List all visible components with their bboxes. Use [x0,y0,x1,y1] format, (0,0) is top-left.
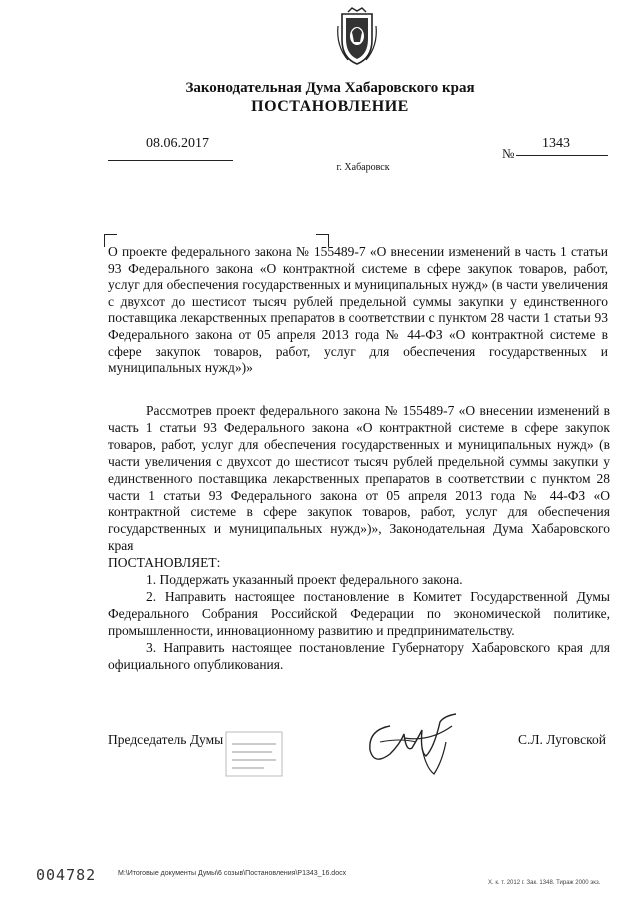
signatory-name: С.Л. Луговской [518,732,606,747]
coat-of-arms-emblem [334,6,380,68]
document-date: 08.06.2017 [146,136,209,151]
document-type: ПОСТАНОВЛЕНИЕ [251,98,409,115]
resolution-item: 2. Направить настоящее постановление в Комитет Государственной Думы Федерального Собрания Российской Федерации по экономической политике, промышленности, инновационному развитию и предпринимательству. [108,588,610,638]
signatory-title: Председатель Думы [108,732,224,747]
handwritten-signature [360,708,466,778]
resolution-item: 3. Направить настоящее постановление Губернатору Хабаровского края для официального опубликования. [108,639,610,672]
intro-paragraph: Рассмотрев проект федерального закона № 155489-7 «О внесении изменений в часть 1 статьи 93 Федерального закона «О контрактной системе в сфере закупок товаров, работ, услуг для обеспечения государственных и муниципальных нужд» (в части увеличения с двухсот до шестисот тысяч рублей предельной суммы закупки у единственного поставщика лекарственных препаратов в соответствии с пунктом 28 части 1 статьи 93 Федерального закона от 05 апреля 2013 года № 44-ФЗ «О контрактной системе в сфере закупок товаров, работ, услуг для обеспечения государственных и муниципальных нужд»)», Законодательная Дума Хабаровского края [108,403,610,554]
file-path: M:\Итоговые документы Думы\6 созыв\Постановления\P1343_16.docx [118,870,347,877]
resolves-heading: ПОСТАНОВЛЯЕТ: [108,555,221,571]
registration-number: 004782 [36,866,97,884]
document-number: 1343 [542,136,570,151]
city: г. Хабаровск [336,162,390,173]
resolution-subject: О проекте федерального закона № 155489-7 «О внесении изменений в часть 1 статьи 93 Федерального закона «О контрактной системе в сфере закупок товаров, работ, услуг для обеспечения государственных и муниципальных нужд» (в части увеличения с двухсот до шестисот тысяч рублей предельной суммы закупки у единственного поставщика лекарственных препаратов в соответствии с пунктом 28 части 1 статьи 93 Федерального закона от 05 апреля 2013 года № 44-ФЗ «О контрактной системе в сфере закупок товаров, работ, услуг для обеспечения государственных и муниципальных нужд»)» [108,244,608,376]
print-info: Х. к. т. 2012 г. Зак. 1348. Тираж 2000 экз. [488,880,601,886]
resolution-item: 1. Поддержать указанный проект федерального закона. [146,572,463,588]
date-underline [108,160,233,161]
resolution-body [108,403,610,674]
organization-title: Законодательная Дума Хабаровского края [185,80,475,96]
stamp-mark [224,730,284,778]
number-sign: № [502,146,515,161]
number-underline [516,155,608,156]
